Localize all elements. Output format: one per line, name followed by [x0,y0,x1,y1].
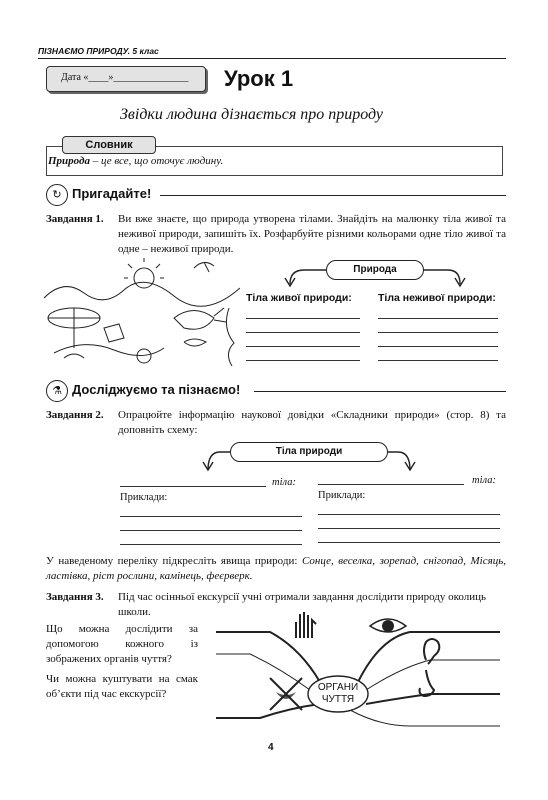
right-examples-line-2[interactable] [318,528,500,529]
right-examples-line-3[interactable] [318,542,500,543]
right-branch-name-line[interactable] [318,484,464,485]
page-number: 4 [268,742,274,753]
left-branch-name-line[interactable] [120,486,266,487]
section1-title: Пригадайте! [72,186,152,201]
right-branch-suffix: тіла: [472,475,496,486]
senses-center-line2: ЧУТТЯ [321,694,355,705]
task2 [46,408,506,438]
scheme2-root: Тіла природи [230,442,388,462]
crossed-tongue-icon [268,676,304,712]
section2-rule [254,391,506,392]
nonliving-answer-line-3[interactable] [378,346,498,347]
ear-icon [420,636,442,666]
task1 [46,212,506,257]
scheme1-left-label: Тіла живої природи: [246,292,352,304]
senses-center-label [308,682,368,706]
research-icon: ⚗ [46,380,68,402]
glossary-text: – це все, що оточує людину. [90,155,224,167]
task3-label: Завдання 3. [46,591,104,603]
eye-icon [368,612,408,638]
senses-center-line1: ОРГАНИ [317,682,359,693]
living-answer-line-2[interactable] [246,332,360,333]
nose-icon [414,668,440,700]
task1-label: Завдання 1. [46,213,104,225]
recall-icon: ↻ [46,184,68,206]
living-answer-line-3[interactable] [246,346,360,347]
header-divider [38,58,506,59]
glossary-term: Природа [48,155,90,167]
scheme1-right-label: Тіла неживої природи: [378,292,496,304]
lesson-title: Урок 1 [224,66,294,91]
left-examples-line-2[interactable] [120,530,302,531]
date-label: Дата «____»_______________ [61,72,189,83]
nonliving-answer-line-4[interactable] [378,360,498,361]
left-examples-line-3[interactable] [120,544,302,545]
date-box [46,66,206,92]
hand-icon [290,610,318,640]
nonliving-answer-line-1[interactable] [378,318,498,319]
left-examples-line-1[interactable] [120,516,302,517]
task3-text: Під час осінньої екскурсії учні отримали завдання дослідити природу околиць школи. [118,591,487,618]
lesson-subtitle: Звідки людина дізнається про природу [120,106,384,123]
glossary-definition [48,155,223,167]
right-examples-line-1[interactable] [318,514,500,515]
nonliving-answer-line-2[interactable] [378,332,498,333]
task2-label: Завдання 2. [46,409,104,421]
phenomena-intro: У наведеному переліку підкресліть явища природи: [46,555,302,567]
left-examples-label: Приклади: [120,492,168,503]
living-answer-line-4[interactable] [246,360,360,361]
senses-mind-map [210,608,506,734]
section2-title: Досліджуємо та пізнаємо! [72,382,241,397]
running-head: ПІЗНАЄМО ПРИРОДУ. 5 клас [38,46,159,56]
left-branch-suffix: тіла: [272,477,296,488]
nature-scene-illustration [44,258,240,368]
section1-rule [160,195,506,196]
task1-text: Ви вже знаєте, що природа утворена тілами. Знайдіть на малюнку тіла живої та неживої природи, запишіть їх. Розфарбуйте різними кольорами одне тіло живої та одне – неживої природи. [118,213,506,255]
phenomena-list: Сонце, веселка, зорепад, снігопад, Місяць, ластівка, ріст рослини, камінець, феєрверк. [46,555,506,582]
phenomena-task [46,554,506,584]
glossary-tab: Словник [62,136,156,154]
scheme1-root: Природа [326,260,424,280]
task2-text: Опрацюйте інформацію наукової довідки «Складники природи» (стор. 8) та доповніть схему: [118,409,506,436]
living-answer-line-1[interactable] [246,318,360,319]
task3-question-1: Що можна дослідити за допомогою кожного із зображених органів чуття? [46,623,198,665]
task3-question-2: Чи можна куштувати на смак об’єкти під час екскурсії? [46,673,198,700]
right-examples-label: Приклади: [318,490,366,501]
